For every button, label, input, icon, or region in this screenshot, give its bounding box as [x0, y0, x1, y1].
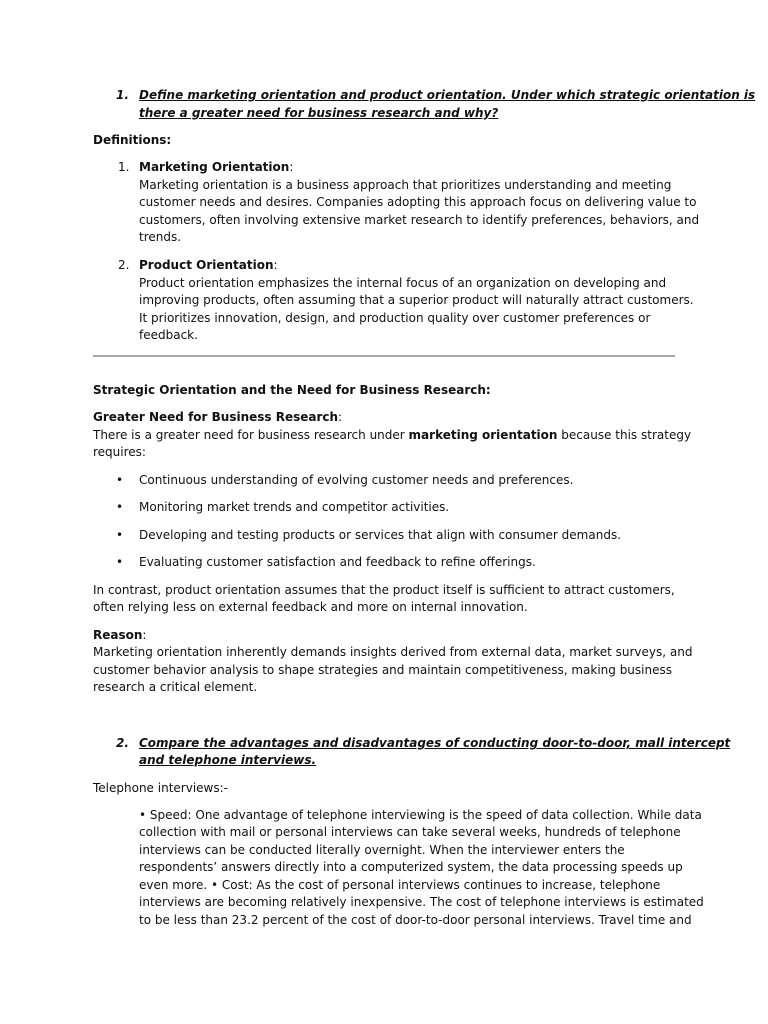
horizontal-divider: [93, 355, 675, 357]
question-1-line-2: there a greater need for business research and why?: [139, 106, 499, 120]
question-1-line-1: Define marketing orientation and product orientation. Under which strategic orientation is: [139, 88, 756, 102]
definition-2-number: 2.: [118, 258, 130, 272]
telephone-line: • Speed: One advantage of telephone interviewing is the speed of data collection. While data: [139, 808, 702, 822]
telephone-heading: Telephone interviews:-: [93, 781, 228, 795]
bullet-item: Evaluating customer satisfaction and feedback to refine offerings.: [139, 555, 536, 569]
greater-need-subheading: Greater Need for Business Research: [93, 410, 339, 424]
bullet-marker: •: [116, 528, 124, 542]
definition-2-line: improving products, often assuming that a superior product will naturally attract customers.: [139, 293, 694, 307]
definition-1-title: Marketing Orientation: [139, 160, 290, 174]
intro-bold: marketing orientation: [408, 428, 558, 442]
bullet-item: Monitoring market trends and competitor activities.: [139, 500, 450, 514]
strategic-heading: Strategic Orientation and the Need for Business Research:: [93, 383, 491, 397]
question-1-number: 1.: [116, 88, 129, 102]
reason-line: research a critical element.: [93, 680, 258, 694]
definition-2-title: Product Orientation: [139, 258, 274, 272]
question-2-line-2: and telephone interviews.: [139, 753, 317, 767]
definition-2-line: It prioritizes innovation, design, and production quality over customer preferences or: [139, 311, 651, 325]
telephone-line: respondents’ answers directly into a computerized system, the data processing speeds up: [139, 860, 683, 874]
definition-1-line: trends.: [139, 230, 182, 244]
bullet-marker: •: [116, 473, 124, 487]
telephone-line: interviews can be conducted literally overnight. When the interviewer enters the: [139, 843, 625, 857]
reason-label: Reason: [93, 628, 143, 642]
intro-line-1: [93, 427, 691, 445]
definitions-heading: Definitions:: [93, 133, 172, 147]
intro-text-after: because this strategy: [561, 428, 692, 442]
greater-need-line: Greater Need for Business Research:: [93, 410, 343, 424]
bullet-item: Developing and testing products or services that align with consumer demands.: [139, 528, 622, 542]
contrast-line: In contrast, product orientation assumes that the product itself is sufficient to attract customers,: [93, 583, 675, 597]
reason-label-line: Reason:: [93, 628, 147, 642]
bullet-item: Continuous understanding of evolving customer needs and preferences.: [139, 473, 574, 487]
definition-2-title-line: Product Orientation:: [139, 258, 278, 272]
bullet-marker: •: [116, 555, 124, 569]
definition-1-line: customers, often involving extensive market research to identify preferences, behaviors, and: [139, 213, 700, 227]
definition-2-line: feedback.: [139, 328, 198, 342]
telephone-line: interviews are becoming relatively inexpensive. The cost of telephone interviews is estimated: [139, 895, 704, 909]
question-2-line-1: Compare the advantages and disadvantages of conducting door-to-door, mall intercept: [139, 736, 731, 750]
intro-text: There is a greater need for business research under: [93, 428, 405, 442]
telephone-line: collection with mail or personal interviews can take several weeks, hundreds of telephone: [139, 825, 681, 839]
contrast-line: often relying less on external feedback and more on internal innovation.: [93, 600, 528, 614]
definition-1-line: customer needs and desires. Companies adopting this approach focus on delivering value to: [139, 195, 697, 209]
definition-1-number: 1.: [118, 160, 130, 174]
telephone-line: to be less than 23.2 percent of the cost of door-to-door personal interviews. Travel time and: [139, 913, 692, 927]
bullet-marker: •: [116, 500, 124, 514]
definition-2-line: Product orientation emphasizes the internal focus of an organization on developing and: [139, 276, 667, 290]
reason-line: Marketing orientation inherently demands insights derived from external data, market surveys, and: [93, 645, 693, 659]
telephone-line: even more. • Cost: As the cost of personal interviews continues to increase, telephone: [139, 878, 661, 892]
intro-line-2: requires:: [93, 445, 146, 459]
question-2-number: 2.: [116, 736, 129, 750]
definition-1-line: Marketing orientation is a business approach that prioritizes understanding and meeting: [139, 178, 672, 192]
reason-line: customer behavior analysis to shape strategies and maintain competitiveness, making business: [93, 663, 672, 677]
definition-1-title-line: Marketing Orientation:: [139, 160, 294, 174]
